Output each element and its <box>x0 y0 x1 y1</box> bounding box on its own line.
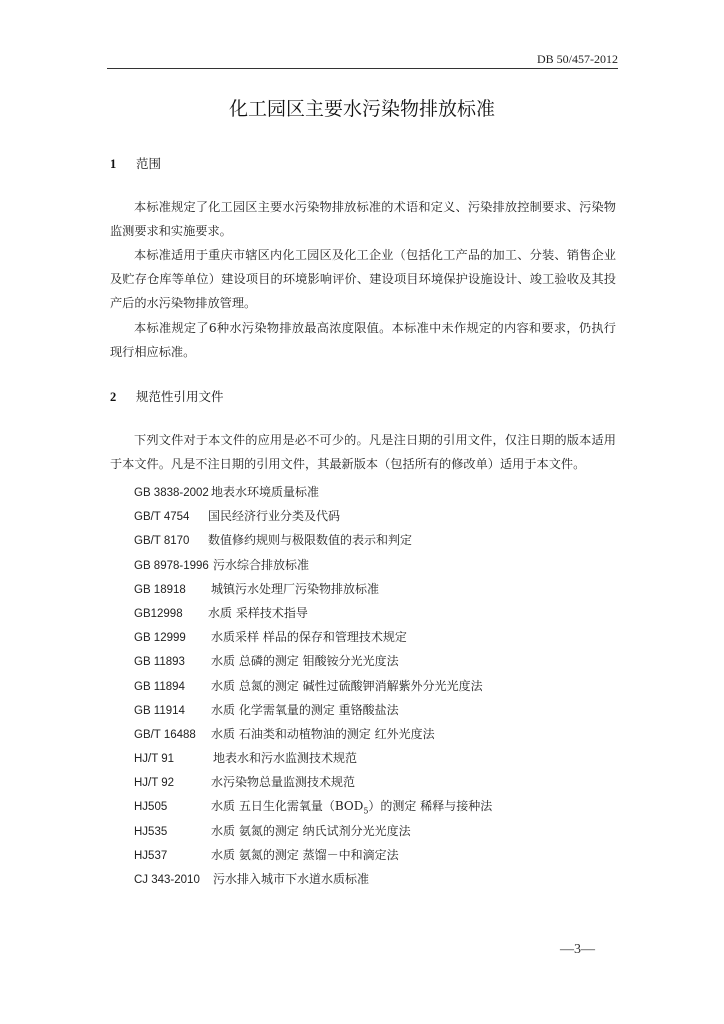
reference-title: 水质 氨氮的测定 蒸馏－中和滴定法 <box>211 847 399 862</box>
list-item <box>134 553 492 577</box>
reference-title: 水质 总氮的测定 碱性过硫酸钾消解紫外分光光度法 <box>211 678 483 693</box>
reference-code: HJ535 <box>134 825 168 838</box>
reference-code: GB/T 4754 <box>134 511 190 524</box>
section-heading-normative-references <box>110 387 224 405</box>
list-item <box>134 867 492 891</box>
reference-title: 水质采样 样品的保存和管理技术规定 <box>211 630 407 645</box>
scope-paragraph-3: 本标准规定了6种水污染物排放最高浓度限值。本标准中未作规定的内容和要求，仍执行现行相应标准。 <box>110 321 616 359</box>
reference-title: 地表水环境质量标准 <box>211 485 320 499</box>
section-title: 范围 <box>136 156 162 171</box>
reference-title: 污水排入城市下水道水质标准 <box>213 872 370 886</box>
list-item <box>134 843 492 867</box>
reference-code: GB 12999 <box>134 632 186 645</box>
reference-code: CJ 343-2010 <box>134 874 200 886</box>
list-item <box>134 722 492 746</box>
reference-title: 水质 氨氮的测定 纳氏试剂分光光度法 <box>211 823 411 838</box>
reference-code: GB 11894 <box>134 680 185 693</box>
list-item <box>134 649 492 673</box>
reference-title: 污水综合排放标准 <box>213 557 310 572</box>
reference-title: 国民经济行业分类及代码 <box>208 509 341 524</box>
reference-title: 水质 采样技术指导 <box>208 605 308 620</box>
reference-code: GB/T 16488 <box>134 728 196 741</box>
reference-title-part: ）的测定 稀释与接种法 <box>368 799 493 814</box>
standard-code: DB 50/457-2012 <box>537 52 618 66</box>
list-item <box>134 770 492 794</box>
reference-code: HJ/T 91 <box>134 753 175 766</box>
header-rule <box>107 68 618 69</box>
list-item <box>134 625 492 649</box>
reference-code: HJ/T 92 <box>134 777 175 790</box>
references-intro-paragraph: 下列文件对于本文件的应用是必不可少的。凡是注日期的引用文件，仅注日期的版本适用于本文件。凡是不注日期的引用文件，其最新版本（包括所有的修改单）适用于本文件。 <box>110 433 616 471</box>
reference-code: GB12998 <box>134 607 183 620</box>
scope-paragraph-1: 本标准规定了化工园区主要水污染物排放标准的术语和定义、污染排放控制要求、污染物监测要求和实施要求。 <box>110 200 616 238</box>
subscript: 5 <box>363 806 369 816</box>
page-number: —3— <box>560 942 595 957</box>
list-item <box>134 698 492 722</box>
reference-code: GB 11914 <box>134 704 185 717</box>
list-item <box>134 577 492 601</box>
section-title: 规范性引用文件 <box>136 389 224 404</box>
reference-code: GB 11893 <box>134 656 185 669</box>
list-item <box>134 504 492 528</box>
list-item <box>134 674 492 698</box>
list-item <box>134 794 492 818</box>
reference-code: HJ505 <box>134 801 168 814</box>
reference-title: 数值修约规则与极限数值的表示和判定 <box>208 533 413 548</box>
reference-title-part: 水质 五日生化需氧量（BOD <box>211 799 364 814</box>
section-heading-scope <box>110 154 161 172</box>
reference-code: GB/T 8170 <box>134 535 190 548</box>
reference-code: GB 18918 <box>134 583 186 596</box>
list-item <box>134 480 492 504</box>
reference-title: 地表水和污水监测技术规范 <box>213 751 358 766</box>
section-number: 1 <box>110 157 117 171</box>
list-item <box>134 601 492 625</box>
reference-list <box>134 480 492 891</box>
reference-code: GB 8978-1996 <box>134 559 209 572</box>
reference-title: 水污染物总量监测技术规范 <box>211 775 356 790</box>
reference-title: 水质 总磷的测定 钼酸铵分光光度法 <box>211 654 399 669</box>
reference-title: 水质 化学需氧量的测定 重铬酸盐法 <box>211 702 399 717</box>
list-item <box>134 528 492 552</box>
reference-title: 城镇污水处理厂污染物排放标准 <box>211 581 380 596</box>
reference-code: GB 3838-2002 <box>134 487 209 499</box>
document-title: 化工园区主要水污染物排放标准 <box>228 98 495 120</box>
scope-paragraph-2: 本标准适用于重庆市辖区内化工园区及化工企业（包括化工产品的加工、分装、销售企业及贮存仓库等单位）建设项目的环境影响评价、建设项目环境保护设施设计、竣工验收及其投产后的水污染物排放管理。 <box>110 248 616 310</box>
list-item <box>134 746 492 770</box>
reference-code: HJ537 <box>134 849 168 862</box>
section-number: 2 <box>110 390 117 404</box>
reference-title: 水质 石油类和动植物油的测定 红外光度法 <box>211 726 435 741</box>
